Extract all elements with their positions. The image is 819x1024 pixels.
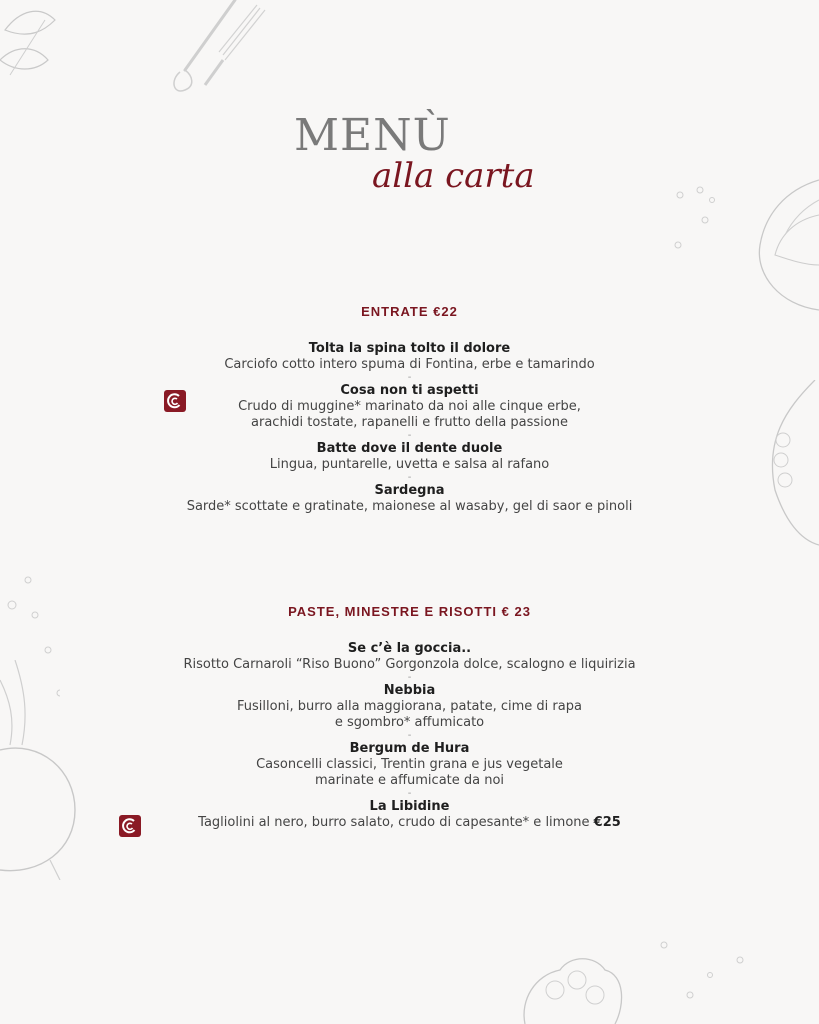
section-title: ENTRATE €22 — [361, 304, 458, 319]
dish-name: Batte dove il dente duole — [316, 441, 503, 456]
dish-name: Tolta la spina tolto il dolore — [308, 341, 511, 356]
dish-description: Risotto Carnaroli “Riso Buono” Gorgonzola dolce, scalogno e liquirizia — [183, 657, 636, 672]
dish-description: Carciofo cotto intero spuma di Fontina, erbe e tamarindo — [224, 357, 595, 372]
dish-item — [0, 741, 819, 789]
signature-dish-badge-icon — [119, 815, 141, 837]
seeds-sketch-icon — [650, 935, 760, 1015]
dish-item — [0, 341, 819, 373]
dish-separator: - — [407, 672, 412, 683]
fork-sketch-icon — [165, 0, 275, 100]
dish-name: La Libidine — [369, 799, 450, 814]
dish-description: arachidi tostate, rapanelli e frutto della passione — [251, 415, 568, 430]
dish-description: Lingua, puntarelle, uvetta e salsa al rafano — [269, 457, 550, 472]
dish-description: Sarde* scottate e gratinate, maionese al wasaby, gel di saor e pinoli — [186, 499, 633, 514]
dish-item — [0, 683, 819, 731]
dish-name: Se c’è la goccia.. — [347, 641, 472, 656]
dish-description: Fusilloni, burro alla maggiorana, patate, cime di rapa — [237, 699, 582, 714]
signature-dish-badge-icon — [164, 390, 186, 412]
section-paste — [0, 604, 819, 831]
dish-price: €25 — [593, 815, 621, 830]
dish-separator: - — [407, 730, 412, 741]
dish-description: e sgombro* affumicato — [334, 715, 485, 730]
dish-description: Crudo di muggine* marinato da noi alle cinque erbe, — [238, 399, 581, 414]
dish-separator: - — [407, 788, 412, 799]
dish-item — [0, 441, 819, 473]
section-title: PASTE, MINESTRE E RISOTTI € 23 — [288, 604, 531, 619]
dish-description: marinate e affumicate da noi — [314, 773, 505, 788]
dish-name: Nebbia — [383, 683, 436, 698]
dish-item — [0, 383, 819, 431]
dish-item — [0, 641, 819, 673]
dish-separator: - — [407, 372, 412, 383]
dish-separator: - — [407, 472, 412, 483]
dish-name: Cosa non ti aspetti — [340, 383, 479, 398]
herb-sketch-icon — [0, 0, 80, 90]
dish-item — [0, 483, 819, 515]
dish-name: Sardegna — [374, 483, 445, 498]
dish-name: Bergum de Hura — [349, 741, 470, 756]
cauliflower-sketch-icon — [515, 950, 625, 1024]
page-title: MENÙ — [294, 110, 451, 161]
dish-separator: - — [407, 430, 412, 441]
section-entrate — [0, 304, 819, 515]
page-subtitle: alla carta — [372, 156, 535, 196]
menu-header — [0, 100, 819, 210]
dish-description-text: Tagliolini al nero, burro salato, crudo di capesante* e limone — [198, 815, 590, 830]
dish-description: Casoncelli classici, Trentin grana e jus vegetale — [256, 757, 563, 772]
